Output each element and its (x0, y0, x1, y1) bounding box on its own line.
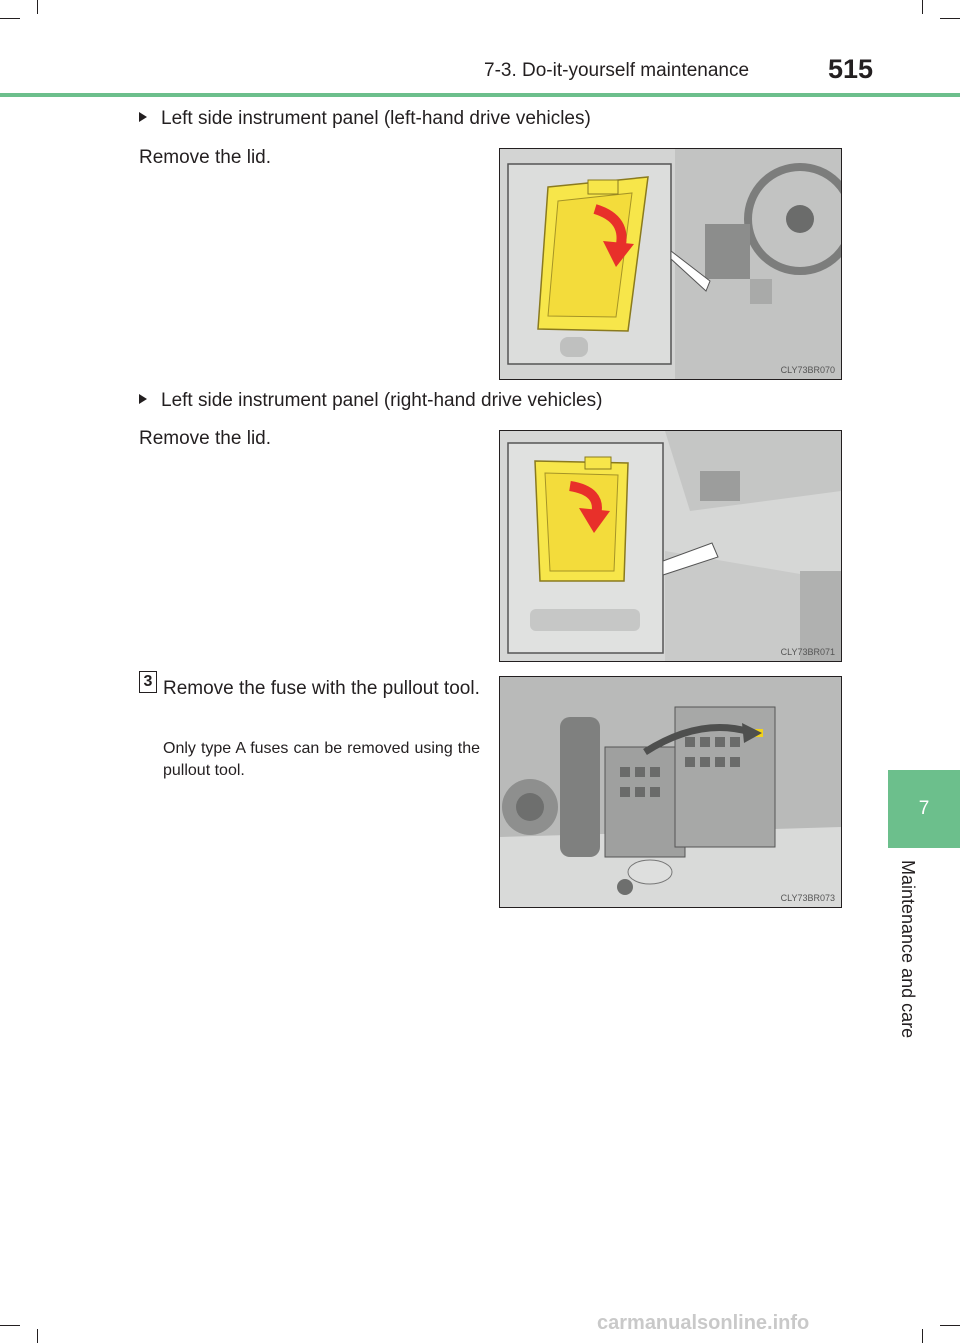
instruction-text: Remove the lid. (139, 428, 272, 449)
bullet-item (139, 390, 602, 412)
step-text: Remove the fuse with the pullout tool. (163, 678, 480, 699)
triangle-bullet-icon (139, 112, 147, 122)
figure-rhd-panel (499, 430, 842, 662)
step-note: Only type A fuses can be removed using the pullout tool. (163, 740, 480, 779)
triangle-bullet-icon (139, 394, 147, 404)
figure-code: CLY73BR070 (780, 365, 835, 375)
figure-code: CLY73BR073 (780, 893, 835, 903)
crop-mark (940, 1325, 960, 1326)
chapter-number: 7 (918, 798, 930, 819)
crop-mark (37, 1329, 38, 1343)
page-number: 515 (828, 54, 874, 84)
rhd-panel-illustration (500, 431, 841, 661)
chapter-label (883, 860, 923, 1090)
crop-mark (922, 1329, 923, 1343)
bullet-text: Left side instrument panel (right-hand drive vehicles) (161, 390, 603, 411)
watermark: carmanualsonline.info (597, 1312, 810, 1334)
header-rule (0, 93, 960, 97)
figure-fuse-box (499, 676, 842, 908)
chapter-tab[interactable] (888, 770, 960, 848)
fuse-box-illustration (500, 677, 841, 907)
crop-mark (0, 1325, 20, 1326)
bullet-text: Left side instrument panel (left-hand drive vehicles) (161, 108, 591, 129)
lhd-panel-illustration (500, 149, 841, 379)
figure-lhd-panel (499, 148, 842, 380)
bullet-item (139, 108, 591, 130)
section-title: 7-3. Do-it-yourself maintenance (484, 60, 750, 81)
figure-code: CLY73BR071 (780, 647, 835, 657)
instruction-text: Remove the lid. (139, 147, 272, 168)
crop-mark (940, 18, 960, 19)
step-number: 3 (139, 671, 157, 693)
chapter-title: Maintenance and care (898, 860, 918, 1039)
crop-mark (922, 0, 923, 14)
crop-mark (0, 18, 20, 19)
crop-mark (37, 0, 38, 14)
